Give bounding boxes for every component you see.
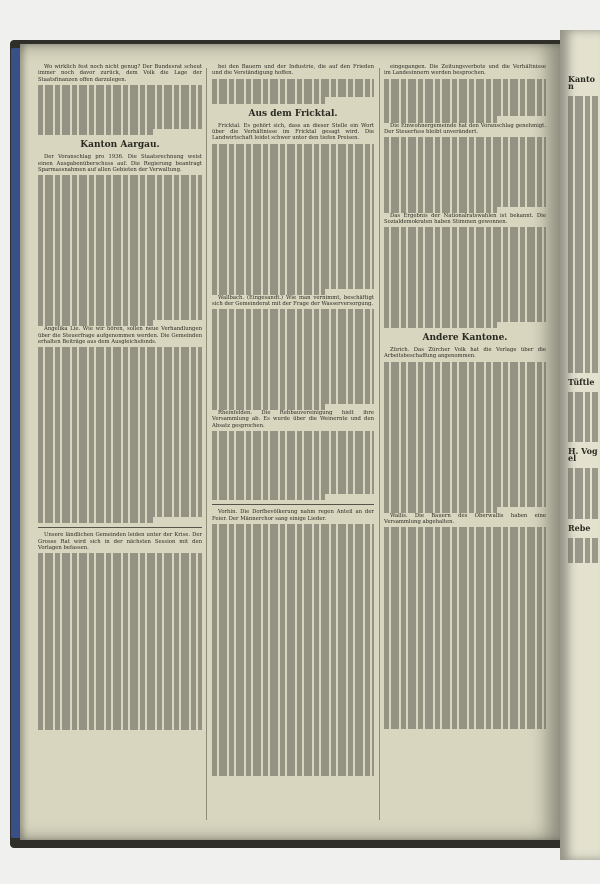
article-paragraph: Fricktal. Es gehört sich, dass an dieser Stelle ein Wort über die Verhältnisse im Fricktal gesagt wird. Die Landwirtschaft leidet schwer unter den tiefen Preisen.	[212, 122, 374, 142]
article-paragraph: Der Voranschlag pro 1936. Die Staatsrechnung weist einen Ausgabenüberschuss auf. Die Regierung beantragt Sparmassnahmen auf allen Gebieten der Verwaltung.	[38, 154, 202, 173]
article-paragraph: Die Einwohnergemeinde hat den Voranschlag genehmigt. Der Steuerfuss bleibt unverändert.	[384, 122, 546, 135]
section-heading: Kanton Aargau.	[80, 140, 160, 151]
article-paragraph: Das Ergebnis der Nationalratswahlen ist bekannt. Die Sozialdemokraten haben Stimmen gewonnen.	[384, 212, 546, 226]
article-intro: eingegangen. Die Zeitungsverbote und die Verhältnisse im Landesinnern werden besprochen.	[384, 64, 546, 77]
adjacent-heading: Kanton	[568, 74, 595, 91]
article-paragraph: Unsere ländlichen Gemeinden leiden unter der Krise. Der Grosse Rat wird sich in der nächsten Session mit den Vorlagen befassen.	[38, 532, 202, 552]
adjacent-heading: Rebe	[568, 522, 591, 533]
article-paragraph: Zürich. Das Zürcher Volk hat die Vorlage über die Arbeitsbeschaffung angenommen.	[384, 347, 546, 360]
newspaper-page	[20, 44, 560, 840]
article-intro: Wo wirklich fest noch nicht genug? Der Bundesrat scheut immer noch davor zurück, dem Volk die Lage der Staatsfinanzen offen darzulegen.	[38, 64, 202, 83]
article-paragraph: Angelika Lie. Wie wir hören, sollen neue Verhandlungen über die Steuerfrage aufgenommen werden. Die Gemeinden erhalten Beiträge aus dem Ausgleichsfonds.	[38, 326, 202, 345]
column-2	[212, 64, 374, 828]
article-paragraph: Wallbach. (Eingesandt.) Wie man vernimmt, beschäftigt sich der Gemeinderat mit der Frage der Wasserversorgung.	[212, 294, 374, 308]
section-heading: Andere Kantone.	[422, 333, 508, 344]
column-1	[38, 64, 202, 828]
column-3	[384, 64, 546, 828]
adjacent-heading: Tüftle	[568, 377, 595, 388]
article-paragraph: Vorhin. Die Dorfbevölkerung nahm regen Anteil an der Feier. Der Männerchor sang einige Lieder.	[212, 509, 374, 522]
section-heading: Aus dem Fricktal.	[248, 108, 338, 119]
article-intro: bei den Bauern und der Industrie, die auf den Frieden und die Verständigung hoffen.	[212, 64, 374, 77]
adjacent-heading: H. Vogel	[568, 446, 598, 464]
article-paragraph: Rheinfelden. Die Rebbauvereinigung hielt ihre Versammlung ab. Es wurde über die Weinernte und den Absatz gesprochen.	[212, 410, 374, 429]
adjacent-page	[560, 30, 600, 860]
column-rule	[206, 68, 207, 820]
column-rule	[379, 68, 380, 820]
article-paragraph: Wallis. Die Bauern des Oberwallis haben eine Versammlung abgehalten.	[384, 512, 546, 526]
